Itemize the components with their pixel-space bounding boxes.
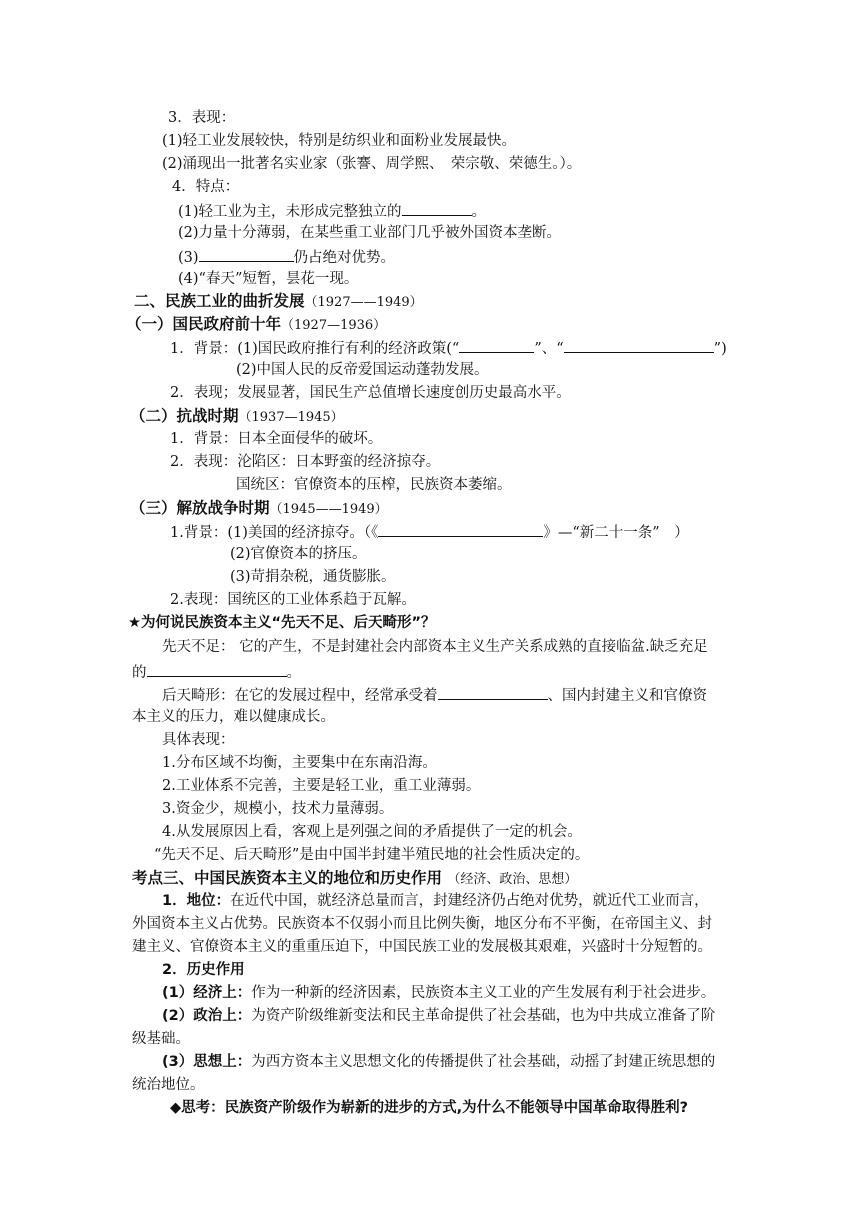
position-line-3: 建主义、官僚资本主义的重重压迫下，中国民族工业的发展极其艰难，兴盛时十分短暂的。	[132, 939, 712, 955]
sub2-performance-2: 国统区：官僚资本的压榨，民族资本萎缩。	[236, 477, 512, 493]
sub1-background: 1．背景：(1)国民政府推行有利的经济政策(“ ”、“ ”)	[170, 337, 727, 359]
section-3-line-1: (1)轻工业发展较快，特别是纺织业和面粉业发展最快。	[162, 133, 517, 149]
section-4-title: 4．特点：	[172, 179, 240, 195]
xiantian-line-2: 的 。	[132, 661, 301, 683]
concrete-title: 具体表现：	[162, 732, 235, 748]
heading-three: 考点三、中国民族资本主义的地位和历史作用 （经济、政治、思想）	[132, 869, 578, 887]
role-thought-2: 统治地位。	[132, 1077, 205, 1093]
section-4-line-3: (3) 仍占绝对优势。	[178, 246, 395, 268]
sub3-background-3: (3)苛捐杂税，通货膨胀。	[230, 569, 396, 585]
fill-blank	[199, 246, 294, 262]
concrete-conclusion: “先天不足、后天畸形”是由中国半封建半殖民地的社会性质决定的。	[154, 847, 590, 863]
question-star: ★为何说民族资本主义“先天不足、后天畸形”？	[128, 615, 436, 631]
houtian-line-1: 后天畸形：在它的发展过程中，经常承受着 、国内封建主义和官僚资	[162, 684, 707, 706]
section-3-line-2: (2)涌现出一批著名实业家（张謇、周学熙、 荣宗敬、荣德生。）。	[162, 156, 582, 172]
fill-blank	[438, 684, 548, 700]
role-politics-1: (2）政治上：为资产阶级维新变法和民主革命提供了社会基础，也为中共成立准备了阶	[162, 1008, 716, 1024]
xiantian-line-1: 先天不足： 它的产生，不是封建社会内部资本主义生产关系成熟的直接临盆.缺乏充足	[162, 639, 708, 655]
section-4-line-1: (1)轻工业为主，未形成完整独立的 。	[178, 200, 486, 222]
position-line-1: 1．地位：在近代中国，就经济总量而言，封建经济仍占绝对优势，就近代工业而言，	[162, 893, 709, 909]
heading-two: 二、民族工业的曲折发展（1927——1949）	[134, 292, 423, 310]
section-3-title: 3．表现：	[168, 110, 236, 126]
concrete-3: 3.资金少，规模小，技术力量薄弱。	[162, 801, 394, 817]
sub3-performance: 2.表现：国统区的工业体系趋于瓦解。	[170, 592, 416, 608]
role-thought-1: (3）思想上：为西方资本主义思想文化的传播提供了社会基础，动摇了封建正统思想的	[162, 1054, 716, 1070]
sub3-background-2: (2)官僚资本的挤压。	[230, 546, 367, 562]
sub3-background: 1.背景：(1)美国的经济掠夺。（《 》—“新二十一条” ）	[170, 521, 689, 543]
sub2-performance-1: 2．表现：沦陷区：日本野蛮的经济掠夺。	[170, 454, 441, 470]
fill-blank	[564, 337, 714, 353]
concrete-2: 2.工业体系不完善，主要是轻工业，重工业薄弱。	[162, 778, 481, 794]
role-politics-2: 级基础。	[132, 1031, 190, 1047]
houtian-line-2: 本主义的压力，难以健康成长。	[132, 709, 335, 725]
heading-sub-2: （二）抗战时期（1937—1945）	[130, 407, 344, 425]
role-title: 2．历史作用	[162, 962, 245, 978]
fill-blank	[147, 661, 287, 677]
fill-blank	[378, 521, 543, 537]
section-4-line-2: (2)力量十分薄弱，在某些重工业部门几乎被外国资本垄断。	[178, 225, 562, 241]
fill-blank	[402, 200, 472, 216]
section-4-line-4: (4)“春天”短暂，昙花一现。	[178, 271, 359, 287]
sub1-background-2: (2)中国人民的反帝爱国运动蓬勃发展。	[236, 362, 489, 378]
fill-blank	[459, 337, 534, 353]
sub2-background: 1．背景：日本全面侵华的破坏。	[170, 431, 383, 447]
role-economy: (1）经济上：作为一种新的经济因素，民族资本主义工业的产生发展有利于社会进步。	[162, 985, 716, 1001]
heading-sub-1: （一）国民政府前十年（1927—1936）	[126, 315, 387, 333]
position-line-2: 外国资本主义占优势。民族资本不仅弱小而且比例失衡，地区分布不平衡，在帝国主义、封	[132, 916, 712, 932]
sub1-performance: 2．表现；发展显著，国民生产总值增长速度创历史最高水平。	[170, 385, 571, 401]
heading-sub-3: （三）解放战争时期（1945——1949）	[130, 499, 388, 517]
concrete-4: 4.从发展原因上看，客观上是列强之间的矛盾提供了一定的机会。	[162, 824, 582, 840]
think-question: ◆思考：民族资产阶级作为崭新的进步的方式,为什么不能领导中国革命取得胜利?	[170, 1100, 689, 1116]
concrete-1: 1.分布区域不均衡，主要集中在东南沿海。	[162, 755, 437, 771]
